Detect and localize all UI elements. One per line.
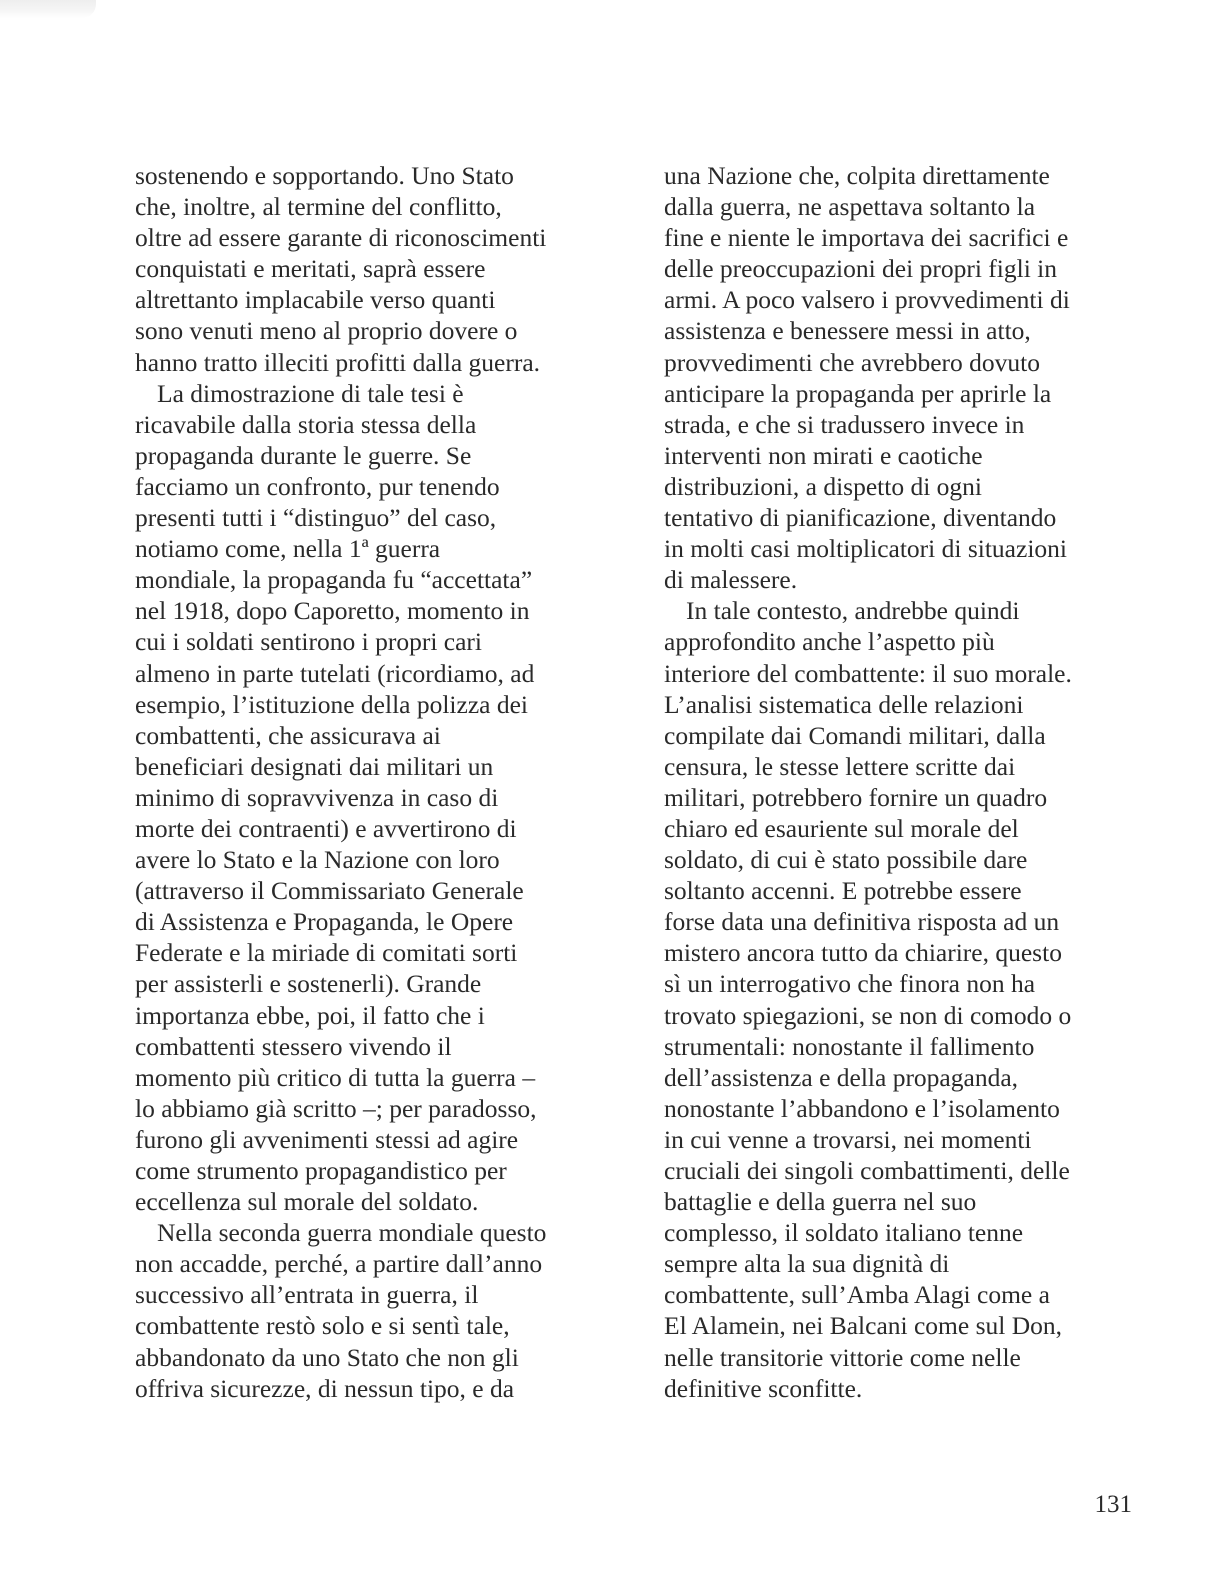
text-line: combattente restò solo e si sentì tale, xyxy=(135,1311,510,1341)
text-line: censura, le stesse lettere scritte dai xyxy=(664,751,1016,781)
text-line: propaganda durante le guerre. Se xyxy=(135,440,472,470)
text-line: compilate dai Comandi militari, dalla xyxy=(664,720,1046,750)
text-line: Nella seconda guerra mondiale questo xyxy=(157,1218,547,1248)
text-line: complesso, il soldato italiano tenne xyxy=(664,1218,1024,1248)
paragraph xyxy=(135,378,615,1218)
text-line: almeno in parte tutelati (ricordiamo, ad xyxy=(135,658,535,688)
text-line: Federate e la miriade di comitati sorti xyxy=(135,938,518,968)
text-line: delle preoccupazioni dei propri figli in xyxy=(664,254,1057,284)
text-line: per assisterli e sostenerli). Grande xyxy=(135,969,482,999)
text-line: trovato spiegazioni, se non di comodo o xyxy=(664,1000,1072,1030)
text-line: avere lo Stato e la Nazione con loro xyxy=(135,845,500,875)
text-line: presenti tutti i “distinguo” del caso, xyxy=(135,503,497,533)
text-line: dalla guerra, ne aspettava soltanto la xyxy=(664,192,1036,222)
text-line: nonostante l’abbandono e l’isolamento xyxy=(664,1093,1060,1123)
text-line: di malessere. xyxy=(664,565,798,595)
text-line: soldato, di cui è stato possibile dare xyxy=(664,845,1028,875)
paragraph xyxy=(664,160,1140,595)
text-line: ricavabile dalla storia stessa della xyxy=(135,409,477,439)
text-line: interiore del combattente: il suo morale. xyxy=(664,658,1072,688)
text-line: militari, potrebbero fornire un quadro xyxy=(664,782,1048,812)
text-line: conquistati e meritati, saprà essere xyxy=(135,254,486,284)
text-line: offriva sicurezze, di nessun tipo, e da xyxy=(135,1373,515,1403)
text-line: anticipare la propaganda per aprirle la xyxy=(664,378,1052,408)
text-line: combattenti stessero vivendo il xyxy=(135,1031,452,1061)
text-line: In tale contesto, andrebbe quindi xyxy=(686,596,1020,626)
scan-corner-mark xyxy=(0,0,96,18)
text-line: importanza ebbe, poi, il fatto che i xyxy=(135,1000,485,1030)
text-line: tentativo di pianificazione, diventando xyxy=(664,503,1057,533)
text-line: El Alamein, nei Balcani come sul Don, xyxy=(664,1311,1062,1341)
text-line: hanno tratto illeciti profitti dalla guerra. xyxy=(135,347,541,377)
text-line: fine e niente le importava dei sacrifici e xyxy=(664,223,1069,253)
page-number: 131 xyxy=(1094,1491,1132,1518)
text-line: sono venuti meno al proprio dovere o xyxy=(135,316,518,346)
text-line: mistero ancora tutto da chiarire, questo xyxy=(664,938,1062,968)
text-line: L’analisi sistematica delle relazioni xyxy=(664,689,1024,719)
text-line: (attraverso il Commissariato Generale xyxy=(135,876,524,906)
text-line: combattente, sull’Amba Alagi come a xyxy=(664,1280,1050,1310)
text-line: beneficiari designati dai militari un xyxy=(135,751,494,781)
paragraph xyxy=(135,1217,615,1404)
text-line: armi. A poco valsero i provvedimenti di xyxy=(664,285,1070,315)
text-line: forse data una definitiva risposta ad un xyxy=(664,907,1060,937)
text-line: definitive sconfitte. xyxy=(664,1373,863,1403)
text-line: interventi non mirati e caotiche xyxy=(664,440,983,470)
text-line: dell’assistenza e della propaganda, xyxy=(664,1062,1019,1092)
text-line: sostenendo e sopportando. Uno Stato xyxy=(135,161,514,190)
text-line: morte dei contraenti) e avvertirono di xyxy=(135,813,517,843)
text-line: strumentali: nonostante il fallimento xyxy=(664,1031,1035,1061)
text-line: successivo all’entrata in guerra, il xyxy=(135,1280,479,1310)
text-line: soltanto accenni. E potrebbe essere xyxy=(664,876,1022,906)
text-line: assistenza e benessere messi in atto, xyxy=(664,316,1031,346)
text-line: strada, e che si tradussero invece in xyxy=(664,409,1025,439)
text-line: approfondito anche l’aspetto più xyxy=(664,627,995,657)
text-line: minimo di sopravvivenza in caso di xyxy=(135,782,499,812)
text-line: facciamo un confronto, pur tenendo xyxy=(135,471,500,501)
text-line: di Assistenza e Propaganda, le Opere xyxy=(135,907,514,937)
text-line: eccellenza sul morale del soldato. xyxy=(135,1187,479,1217)
text-line: una Nazione che, colpita direttamente xyxy=(664,161,1050,190)
text-line: come strumento propagandistico per xyxy=(135,1156,507,1185)
text-line: cruciali dei singoli combattimenti, delle xyxy=(664,1156,1070,1185)
text-line: non accadde, perché, a partire dall’anno xyxy=(135,1249,543,1279)
text-line: sempre alta la sua dignità di xyxy=(664,1249,950,1279)
text-line: combattenti, che assicurava ai xyxy=(135,720,441,750)
text-line: abbandonato da uno Stato che non gli xyxy=(135,1342,519,1372)
left-text-column xyxy=(135,160,615,1404)
text-line: furono gli avvenimenti stessi ad agire xyxy=(135,1124,519,1154)
text-line: momento più critico di tutta la guerra – xyxy=(135,1062,536,1092)
paragraph xyxy=(135,160,615,378)
text-line: cui i soldati sentirono i propri cari xyxy=(135,627,483,657)
text-line: in molti casi moltiplicatori di situazioni xyxy=(664,534,1067,564)
text-line: provvedimenti che avrebbero dovuto xyxy=(664,347,1041,377)
text-line: distribuzioni, a dispetto di ogni xyxy=(664,471,983,501)
text-line: nel 1918, dopo Caporetto, momento in xyxy=(135,596,530,626)
text-line: esempio, l’istituzione della polizza dei xyxy=(135,689,528,719)
text-line: lo abbiamo già scritto –; per paradosso, xyxy=(135,1093,537,1123)
text-line: altrettanto implacabile verso quanti xyxy=(135,285,496,315)
text-line: in cui venne a trovarsi, nei momenti xyxy=(664,1124,1032,1154)
paragraph xyxy=(664,595,1140,1403)
text-line: nelle transitorie vittorie come nelle xyxy=(664,1342,1021,1372)
text-line: mondiale, la propaganda fu “accettata” xyxy=(135,565,533,595)
text-line: che, inoltre, al termine del conflitto, xyxy=(135,192,502,222)
text-line: La dimostrazione di tale tesi è xyxy=(157,378,464,408)
right-text-column xyxy=(664,160,1140,1404)
text-line: oltre ad essere garante di riconoscimenti xyxy=(135,223,547,253)
text-line: sì un interrogativo che finora non ha xyxy=(664,969,1036,999)
text-line: battaglie e della guerra nel suo xyxy=(664,1187,977,1217)
text-line: notiamo come, nella 1ª guerra xyxy=(135,534,441,564)
text-line: chiaro ed esauriente sul morale del xyxy=(664,813,1019,843)
